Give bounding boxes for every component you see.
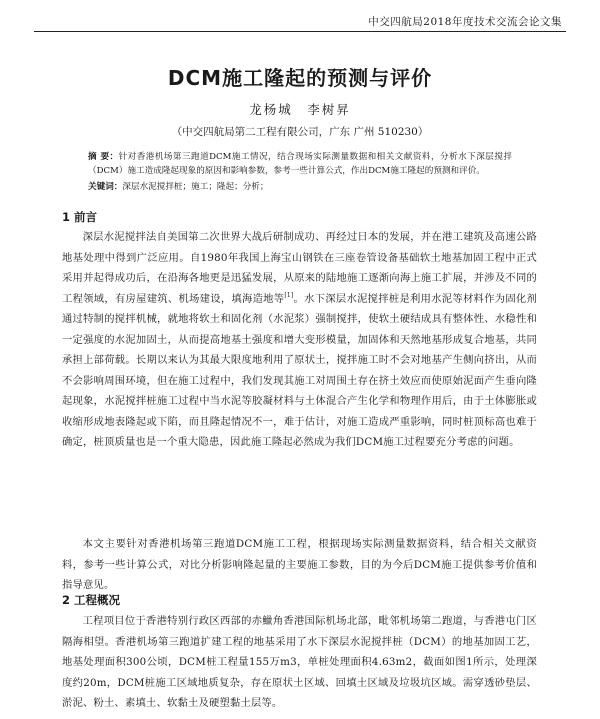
intro-paragraph-1 <box>62 227 537 453</box>
header-divider <box>34 31 566 32</box>
running-header: 中交四航局2018年度技术交流会论文集 <box>368 16 562 28</box>
abstract <box>88 151 512 178</box>
keywords <box>88 181 512 195</box>
keywords-text: 深层水泥搅拌桩；施工；隆起；分析； <box>122 182 269 192</box>
overview-paragraph-1: 工程项目位于香港特别行政区西部的赤鱲角香港国际机场北部，毗邻机场第二跑道，与香港屯门区隔海相望。香港机场第三跑道扩建工程的地基采用了水下深层水泥搅拌桩（DCM）的地基加固工艺，地基处理面积300公顷，DCM桩工程量155万m3，单桩处理面积4.63m2，截面如图1所示，处理深度约20m，DCM桩施工区域地质复杂，存在原状土区域、回填土区域及垃圾坑区域。需穿透砂垫层、淤泥、粉土、素填土、软黏土及硬塑黏土层等。 <box>62 615 537 709</box>
section-heading-overview: 2 工程概况 <box>62 593 121 607</box>
section-heading-intro: 1 前言 <box>62 210 98 224</box>
paper-authors: 龙杨城 李树昇 <box>249 102 351 117</box>
paper-title: DCM施工隆起的预测与评价 <box>167 66 433 90</box>
abstract-text: 针对香港机场第三跑道DCM施工情况，结合现场实际测量数据和相关文献资料，分析水下深层搅拌（DCM）施工造成隆起现象的原因和影响参数，参考一些计算公式，作出DCM施工隆起的预测和评价。 <box>88 152 512 176</box>
intro-p1-text-a: 深层水泥搅拌法自美国第二次世界大战后研制成功、再经过日本的发展，并在港工建筑及高速公路地基处理中得到广泛应用。自1980年我国上海宝山钢铁在三座卷管设备基础软土地基加固工程中正式采用并起得成功后，在沿海各地更是迅猛发展，从原来的陆地施工逐渐向海上施工扩展，并涉及不同的工程领域，有房屋建筑、机场建设，填海造地等 <box>62 231 537 305</box>
citation-ref-1[interactable]: [1] <box>284 291 294 299</box>
intro-paragraph-2: 本文主要针对香港机场第三跑道DCM施工工程，根据现场实际测量数据资料，结合相关文献资料，参考一些计算公式，对比分析影响隆起量的主要施工参数，目的为今后DCM施工提供参考价值和指导意见。 <box>62 538 537 591</box>
author-affiliation: （中交四航局第二工程有限公司，广东 广州 510230） <box>171 126 429 138</box>
keywords-label: 关键词： <box>88 182 123 192</box>
abstract-label: 摘 要： <box>88 152 119 162</box>
intro-p1-text-b: 。水下深层水泥搅拌桩是利用水泥等材料作为固化剂通过特制的搅拌机械，就地将软土和固化剂（水泥浆）强制搅拌，使软土硬结成具有整体性、水稳性和一定强度的水泥加固土，从而提高地基土强度和增大变形模量，加固体和天然地基形成复合地基，共同承担上部荷载。长期以来认为其最大限度地利用了原状土，搅拌施工时不会对地基产生侧向挤出，从而不会影响周围环境，但在施工过程中，我们发现其施工对周围土存在挤土效应而使原始泥面产生垂向隆起现象，水泥搅拌桩施工过程中当水泥等胶凝材料与土体混合产生化学和物理作用后，由于土体膨胀或收缩形成地表隆起或下陷，而且隆起情况不一，难于估计，对施工造成严重影响，同时桩顶标高也难于确定，桩顶质量也是一个重大隐患，因此施工隆起必然成为我们DCM施工过程要充分考虑的问题。 <box>62 292 537 448</box>
